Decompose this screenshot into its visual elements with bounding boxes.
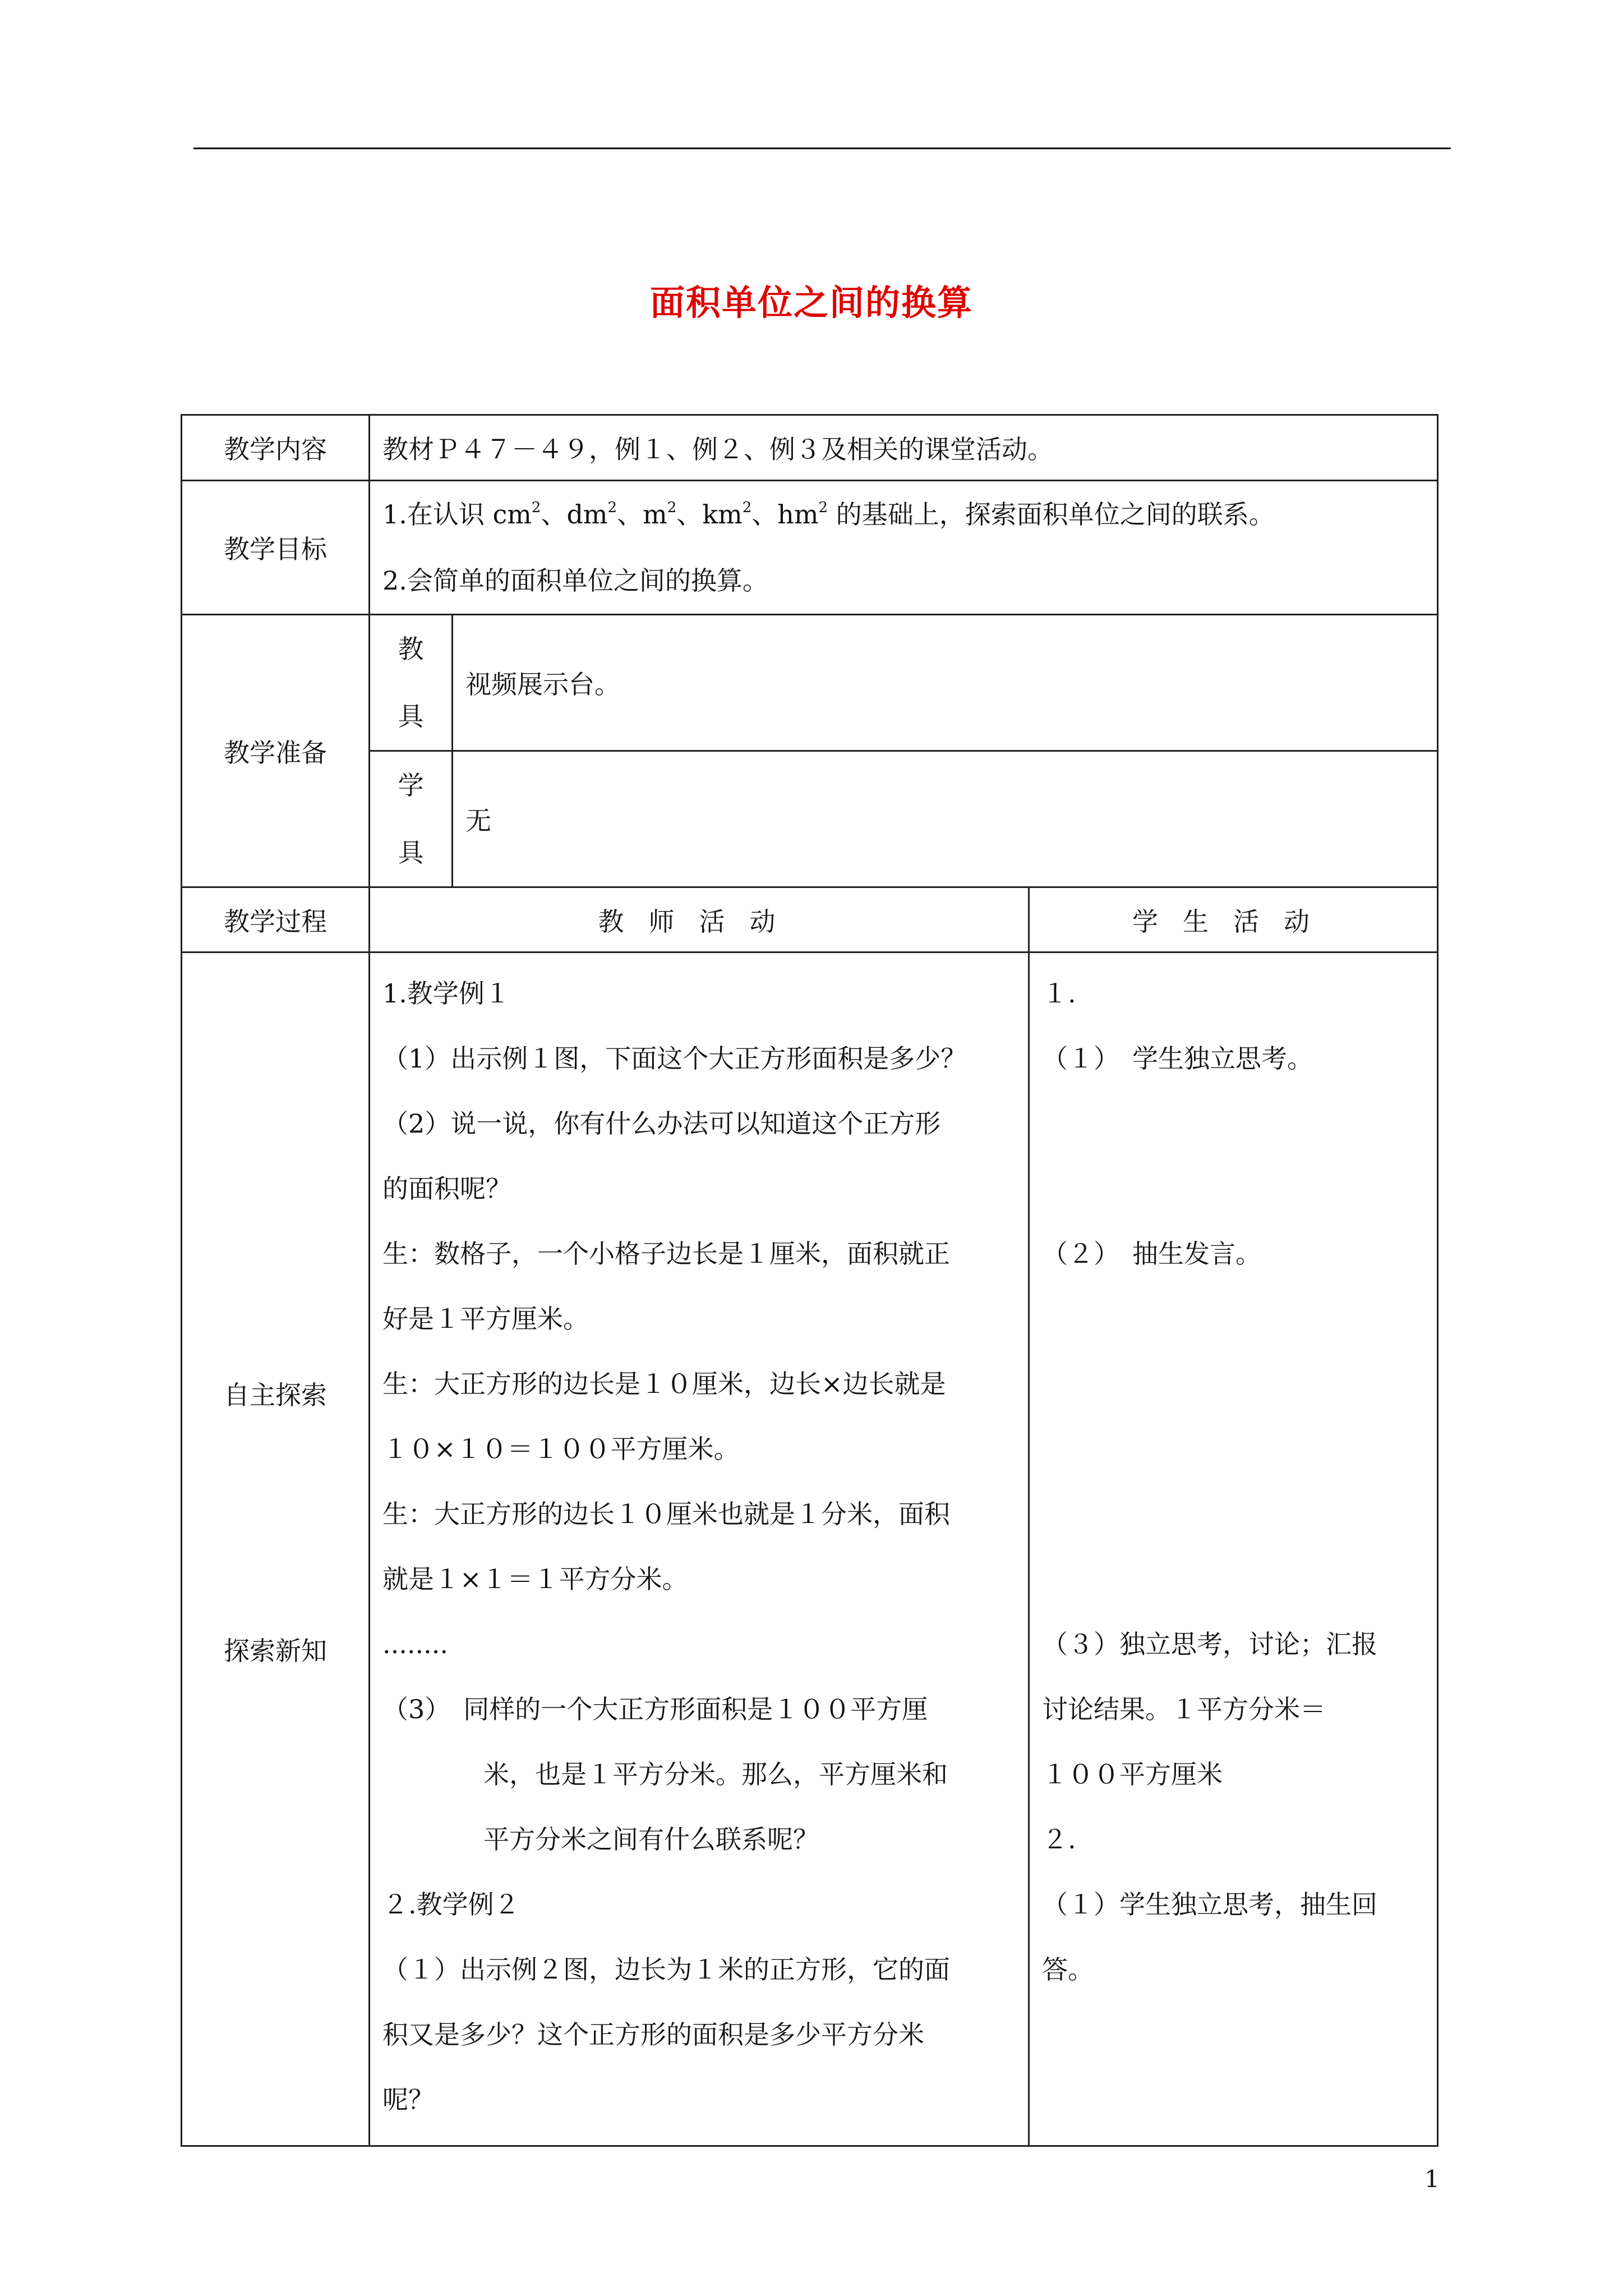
header-rule — [193, 148, 1451, 149]
unit-dm-exponent: 2 — [607, 499, 617, 516]
teacher-tools-text: 视频展示台。 — [453, 615, 1438, 751]
unit-m2 — [643, 499, 676, 530]
teacher-tools-label — [370, 615, 453, 751]
student-line — [1042, 1156, 1427, 1221]
unit-cm-exponent: 2 — [531, 499, 541, 516]
student-line — [1042, 1091, 1427, 1156]
row-preparation-student — [182, 751, 1438, 887]
teacher-activity-header: 教师活动 — [370, 887, 1029, 953]
unit-dm-base: dm — [566, 499, 608, 530]
teacher-line: 生：数格子，一个小格子边长是１厘米，面积就正 — [382, 1239, 950, 1269]
student-line — [1042, 2067, 1427, 2132]
label-teaching-preparation: 教学准备 — [182, 615, 370, 887]
student-line: （１）学生独立思考，抽生回 — [1042, 1889, 1377, 1920]
student-line — [1042, 1547, 1427, 1612]
teacher-line: 平方分米之间有什么联系呢？ — [483, 1824, 819, 1855]
objective-line-2: 2.会简单的面积单位之间的换算。 — [382, 565, 768, 596]
teacher-activity-cell — [370, 953, 1029, 2146]
student-line: （２） 抽生发言。 — [1042, 1239, 1261, 1269]
separator: 、 — [617, 499, 643, 530]
teacher-line: （１）出示例２图，边长为１米的正方形，它的面 — [382, 1954, 950, 1985]
separator: 、 — [541, 499, 567, 530]
row-teaching-objectives — [182, 481, 1438, 615]
row-teaching-content — [182, 415, 1438, 481]
unit-dm2 — [566, 499, 617, 530]
teacher-line: （2）说一说，你有什么办法可以知道这个正方形 — [382, 1108, 941, 1139]
unit-m-exponent: 2 — [667, 499, 677, 516]
label-teaching-objectives: 教学目标 — [182, 481, 370, 615]
unit-m-base: m — [643, 499, 667, 530]
objective-1-suffix: 的基础上，探索面积单位之间的联系。 — [828, 499, 1275, 530]
label-teaching-process: 教学过程 — [182, 887, 370, 953]
teacher-tools-label-char-1: 教 — [398, 634, 424, 664]
student-line — [1042, 1481, 1427, 1547]
page-number: 1 — [1424, 2165, 1440, 2193]
unit-km-base: km — [702, 499, 743, 530]
unit-km-exponent: 2 — [742, 499, 752, 516]
teacher-line: 好是１平方厘米。 — [382, 1304, 589, 1334]
teacher-line: ２.教学例２ — [382, 1889, 520, 1920]
teacher-line: 呢？ — [382, 2085, 434, 2115]
unit-cm2 — [493, 499, 541, 530]
student-line — [1042, 1286, 1427, 1351]
student-line: １. — [1042, 978, 1076, 1009]
teacher-line: 积又是多少？这个正方形的面积是多少平方分米 — [382, 2019, 924, 2050]
separator: 、 — [676, 499, 703, 530]
section-label-new-knowledge: 探索新知 — [224, 1636, 327, 1666]
teacher-line: 生：大正方形的边长是１０厘米，边长×边长就是 — [382, 1369, 946, 1399]
student-line: ２. — [1042, 1824, 1076, 1855]
teacher-line: 生：大正方形的边长１０厘米也就是１分米，面积 — [382, 1499, 950, 1529]
row-process-header — [182, 887, 1438, 953]
student-line: （３）独立思考，讨论；汇报 — [1042, 1629, 1377, 1659]
unit-hm2 — [777, 499, 828, 530]
section-labels-cell — [182, 953, 370, 2146]
student-activity-header: 学生活动 — [1029, 887, 1438, 953]
student-tools-label-char-1: 学 — [398, 770, 424, 800]
teaching-content-text: 教材Ｐ４７－４９，例１、例２、例３及相关的课堂活动。 — [370, 415, 1438, 481]
student-activity-cell — [1029, 953, 1438, 2146]
unit-cm-base: cm — [492, 499, 532, 530]
student-line — [1042, 1351, 1427, 1416]
student-tools-label-char-2: 具 — [398, 838, 424, 868]
student-line: （１） 学生独立思考。 — [1042, 1043, 1313, 1074]
section-label-self-explore: 自主探索 — [224, 1380, 327, 1410]
objective-line-1 — [382, 481, 1427, 547]
row-process-body — [182, 953, 1438, 2146]
teacher-line: （1）出示例１图，下面这个大正方形面积是多少？ — [382, 1043, 967, 1074]
row-preparation-teacher — [182, 615, 1438, 751]
unit-km2 — [702, 499, 751, 530]
student-line: 答。 — [1042, 1954, 1094, 1985]
teacher-line: 的面积呢？ — [382, 1174, 511, 1204]
objective-1-prefix: 1.在认识 — [382, 499, 493, 530]
label-teaching-content: 教学内容 — [182, 415, 370, 481]
separator: 、 — [751, 499, 778, 530]
unit-hm-exponent: 2 — [818, 499, 828, 516]
document-title: 面积单位之间的换算 — [649, 282, 973, 323]
teacher-line: 米，也是１平方分米。那么，平方厘米和 — [483, 1759, 948, 1789]
unit-hm-base: hm — [777, 499, 819, 530]
teacher-line: １０×１０＝１００平方厘米。 — [382, 1434, 740, 1464]
student-line — [1042, 2002, 1427, 2067]
teacher-line: （3） 同样的一个大正方形面积是１００平方厘 — [382, 1694, 928, 1724]
student-line — [1042, 1416, 1427, 1481]
teacher-line: 1.教学例１ — [382, 978, 510, 1009]
teacher-line: 就是１×１＝１平方分米。 — [382, 1564, 688, 1594]
teacher-line: ........ — [382, 1629, 448, 1659]
teacher-tools-label-char-2: 具 — [398, 701, 424, 731]
student-tools-text: 无 — [453, 751, 1438, 887]
student-line: 讨论结果。１平方分米＝ — [1042, 1694, 1326, 1724]
student-tools-label — [370, 751, 453, 887]
student-line: １００平方厘米 — [1042, 1759, 1223, 1789]
lesson-plan-table — [181, 414, 1438, 2147]
teaching-objectives-cell — [370, 481, 1438, 615]
